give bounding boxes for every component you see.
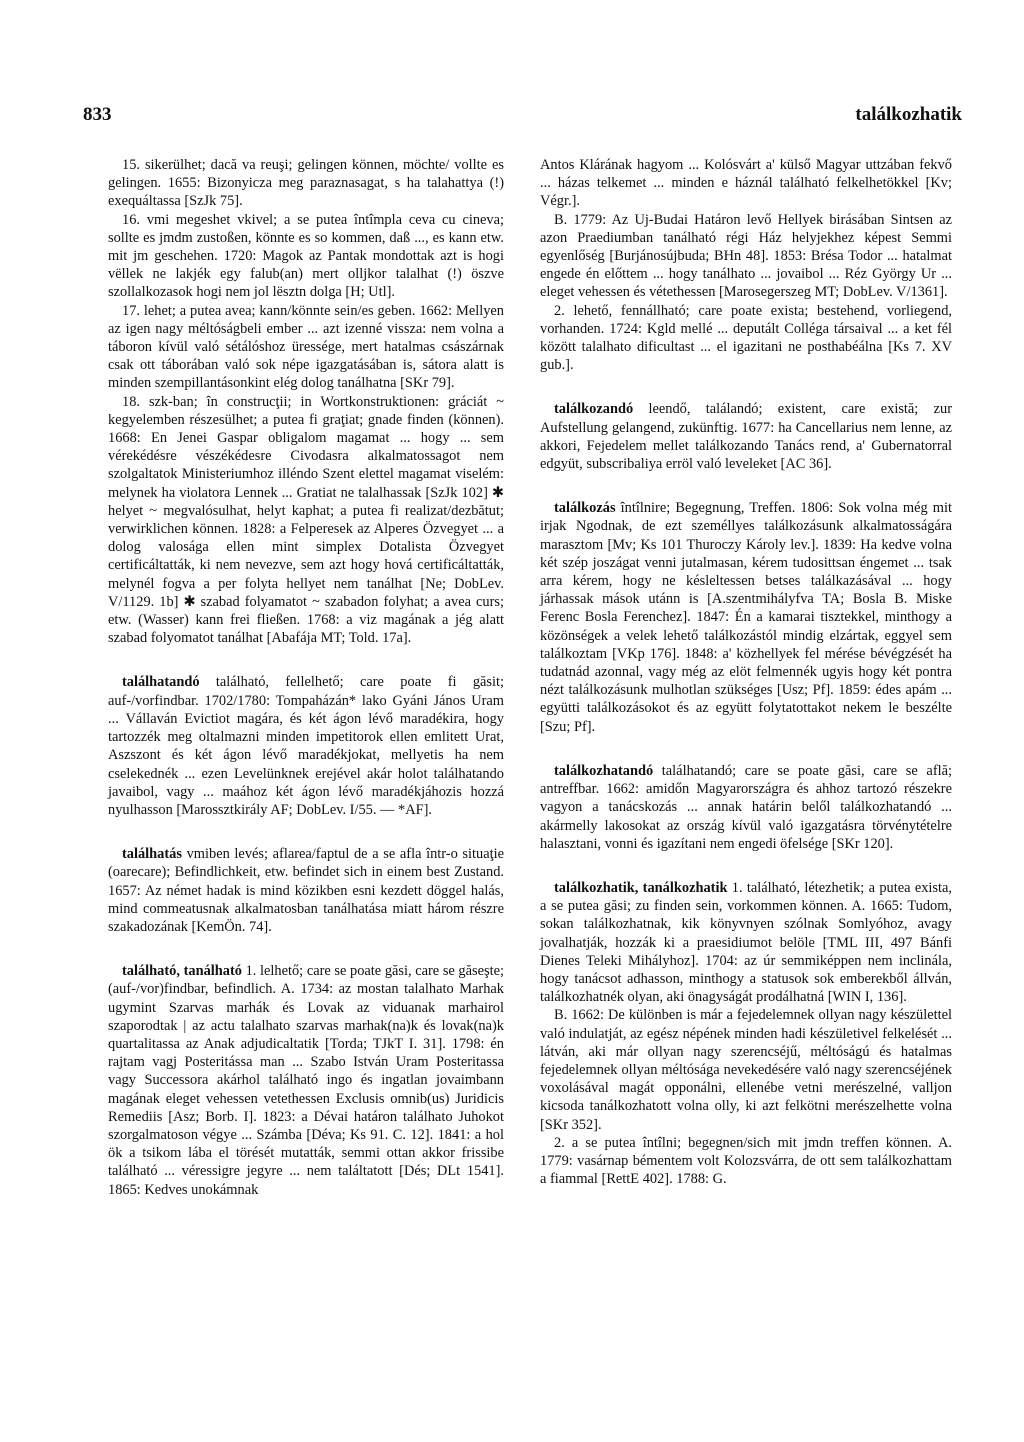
headword: találkozandó [554,401,634,418]
running-head: találkozhatik [855,104,962,125]
entry-text: leendő, találandó; existent, care există; zur Aufstellung gelangend, zukünftig. 1677: ha Cancellarius nem lenne, az akkori, Fejedelem mellet találkozando Tanács rend, a' Gubernatorral edgyüt, subscribaliya erröl való leveleket [AC 36]. [540,401,952,473]
sense-b: B. 1779: Az Uj-Budai Határon levő Hellyek birásában Sintsen az azon Praediumban tanálható régi Ház helyjekhez képest Semmi egyenlőség [Burjánosújbuda; BHn 48]. 1853: Brésa Todor ... hatalmat engede én előttem ... hogy tanálhato ... jovaibol ... Réz György Ur ... eleget vehessen és vétethessen [Marosegerszeg MT; DobLev. V/1361]. [540,211,952,301]
entry-text: 1. lelhető; care se poate găsi, care se găseşte; (auf-/vor)findbar, befindlich. A. 1734: az mostan talalhato Marhak ugymint Szarvas marhák és Lovak az viduanak marhairol szaporodtak | az actu talalhato szarvas marhak(na)k és lovak(na)k quartalitassa az Anak adjudicaltatik [Torda; TJkT I. 31]. 1798: én rajtam vagj Posteritássa man ... Szabo István Uram Posteritassa vagy Successora akárhol található ingo és ingatlan jovaimbann magának eleget vehessen vetethessen Exclusis omnib(us) Juridicis Remediis [Asz; Borb. I]. 1823: a Dévai határon találhato Juhokot szorgalmatoson végye ... Számba [Déva; Ks 91. C. 12]. 1841: a hol ök a tsikom lába el törését mutatták, semmi ottan akkor frissibe található ... véressigre jegyre ... nem találtatott [Dés; DLt 1541]. 1865: Kedves unokámnak [108,963,504,1198]
entry-text: található, fellelhető; care poate fi găsit; auf-/vorfindbar. 1702/1780: Tompaházán* lako Gyáni János Uram ... Vállaván Evictiot magára, és két ágon lévő maradékira, hogy tartozzék meg oltalmazni minden impetitorok ellen emlitett Urat, Aszszont és két ágon lévő maradékjokat, mellyetis ha nem cselekednék ... ezen Levelünknek erejével akár holot találhatando javaibol, vagy ... maához két ágon lévő maradékjáhozis hozzá nyulhasson [Marossztkirály AF; DobLev. I/55. — *AF]. [108,674,504,818]
left-column [108,156,504,1199]
entry-talalkozhatando [540,762,952,853]
sense-18: 18. szk-ban; în construcţii; in Wortkonstruktionen: gráciát ~ kegyelemben részesülhet; a putea fi graţiat; gnade finden (können). 1668: En Jenei Gaspar obligalom magamat ... hogy ... sem vérekédésre vészékédesre Civodasra alkalmatossagot nem szolgaltatok Ministeriumhoz illéndo Szent elettel magamat viselém: melynek ha violatora Lennek ... Gratiat ne talalhassak [SzJk 102] ✱ helyet ~ megvalósulhat, helyt kaphat; a putea fi realizat/dezbătut; verwirklichen können. 1828: a Felperesek az Alperes Özvegyet ... a dolog valosága ellen mint simplex Dotalista Özvegyet certificáltatták, ki nem nevezve, sem azt hogy hová certificáltatták, melynél fogva a per folyta hellyet nem tanálhat [Ne; DobLev. V/1129. 1b] ✱ szabad folyamatot ~ szabadon folyhat; a avea curs; etw. (Wasser) kann frei fließen. 1768: a viz magának a jég alatt szabad folyomatot tanálhat [Abafája MT; Told. 17a]. [108,393,504,647]
entry-text: vmiben levés; aflarea/faptul de a se afla într-o situaţie (oarecare); Befindlichkeit, etw. befindet sich in einem best Zustand. 1657: Az német hadak is mind közikben esni kezdett döggel halás, mind commeatusnak alkalmatosban tanálhatása miatt három részre szakadozának [KemÖn. 74]. [108,846,504,935]
entry-talalhatas [108,845,504,936]
entry-text: 1. található, létezhetik; a putea exista, a se putea găsi; zu finden sein, vorkommen können. A. 1665: Tudom, sokan találkozhatnak, kik könyvnyen szólnak Somlyóhoz, avagy jovalhatják, hozzák ki a praesidiumot belöle [TML III, 497 Bánfi Dienes Teleki Mihályhoz]. 1704: az úr semmiképpen nem inclinála, hogy tanácsot adhasson, minthogy a statusok sok emberekből állván, találkozhatnék olyan, aki önagyságát prodálhatná [WIN I, 136]. [540,879,952,1006]
sense-b-2: B. 1662: De különben is már a fejedelemnek ollyan nagy készülettel való indulatját, az egész népének minden hadi készületivel felkelését ... látván, aki már ollyan nagy szerencséjű, méltóságú és hatalmas fejedelemnek ollyan méltósága nevekedésére való nagy szerencséjének voxolásával magát opponálni, ellenébe vetni merészelné, valljon kicsoda tanálkozhatott volna olly, ki azt felkötni merészelhette volna [SKr 352]. [540,1007,952,1133]
entry-talalhatando [108,673,504,819]
headword: találkozhatik, tanálkozhatik [554,879,728,896]
headword: találhatandó [122,674,200,691]
sense-2: 2. lehető, fennállható; care poate exista; bestehend, vorliegend, vorhanden. 1724: Kgld mellé ... deputált Colléga társaival ... a ket fél között talalhato dificultast ... el igazitani ne posthabéálna [Ks 7. XV gub.]. [540,302,952,374]
entry-text: találhatandó; care se poate găsi, care se află; antreffbar. 1662: amidőn Magyarországra és ahhoz tartozó részekre vagyon a tanácskozás ... annak határin belől találkozhatandó ... akármelly lakosokat az ország kívül való igazgatásra törvénytételre halasztani, vonni és igazítani nem engedi öfelsége [SKr 120]. [540,762,952,852]
right-column [540,156,952,1188]
headword: találkozhatandó [554,762,654,779]
sense-16: 16. vmi megeshet vkivel; a se putea întîmpla ceva cu cineva; sollte es jmdm zustoßen, könnte es so kommen, daß ..., es kann etw. mit jm geschehen. 1720: Magok az Pantak mondottak azt is hogi vëllek ne lakjék egy falub(an) mert olljkor talalhat (!) öszve szollalkozasok hogi nem jol lësztn dolga [H; Utl]. [108,211,504,301]
page-number: 833 [83,104,112,125]
headword: találkozás [554,500,616,517]
headword: található, tanálható [122,963,242,980]
sense-17: 17. lehet; a putea avea; kann/könnte sein/es geben. 1662: Mellyen az igen nagy méltóságbeli ember ... azt izenné vissza: nem volna a táboron kívül való sétálóshoz üressége, mert hatalmas császárnak csak ott táborában való sok népe igazgatásában is, sátora alatt is minden szempillantásonkint elég dolog tanálhatna [SKr 79]. [108,302,504,392]
sense-2-2: 2. a se putea întîlni; begegnen/sich mit jmdn treffen können. A. 1779: vasárnap bémentem volt Kolozsvárra, de ott sem találkozhattam a fiammal [RettE 402]. 1788: G. [540,1134,952,1188]
entry-talalhato [108,962,504,1199]
entry-text: întîlnire; Begegnung, Treffen. 1806: Sok volna még mit irjak Ngodnak, de ezt személlyes találkozásunk alkalmatosságára marasztom [Mv; Ks 101 Thuroczy Károly lev.]. 1839: Ha kedve volna két szép joszágat venni jutalmasan, kérem tudosittsan éngemet ... tsak arra kérem, hogy ne késleltessen betses találkazásával ... hogy járhassak mások utánn is [A.szentmihályfva TA; Bosla B. Miske Ferenc Bosla Ferenchez]. 1847: Én a kamarai tisztekkel, minthogy a közönségek a velek lehető találkozástól mindig elzártak, eggyel sem találkoztam [VKp 176]. 1848: a' közhellyek fel mérése bévégzését ha tudatnád azonnal, vagy még az elöt felmennék ugyis hogy két pontra nézt találkozásunk mulhotlan szükséges [Usz; Pf]. 1859: édes apám ... együtti találkozásokot és az együtt folytatottakot nekem le beszélte [Szu; Pf]. [540,500,952,735]
entry-talalkozas [540,499,952,736]
headword: találhatás [122,846,182,863]
entry-talalkozando [540,400,952,473]
page-header [83,104,962,132]
entry-talalkozhatik [540,879,952,1006]
continued-text: Antos Klárának hagyom ... Kolósvárt a' külső Magyar uttzában fekvő ... házas telkemet ... minden e háznál található felkelhetökkel [Kv; Végr.]. [540,157,952,210]
sense-15: 15. sikerülhet; dacă va reuşi; gelingen können, möchte/ vollte es gelingen. 1655: Bizonyicza meg paraznasagat, s ha talahattya (!) exequáltassa [SzJk 75]. [108,157,504,210]
